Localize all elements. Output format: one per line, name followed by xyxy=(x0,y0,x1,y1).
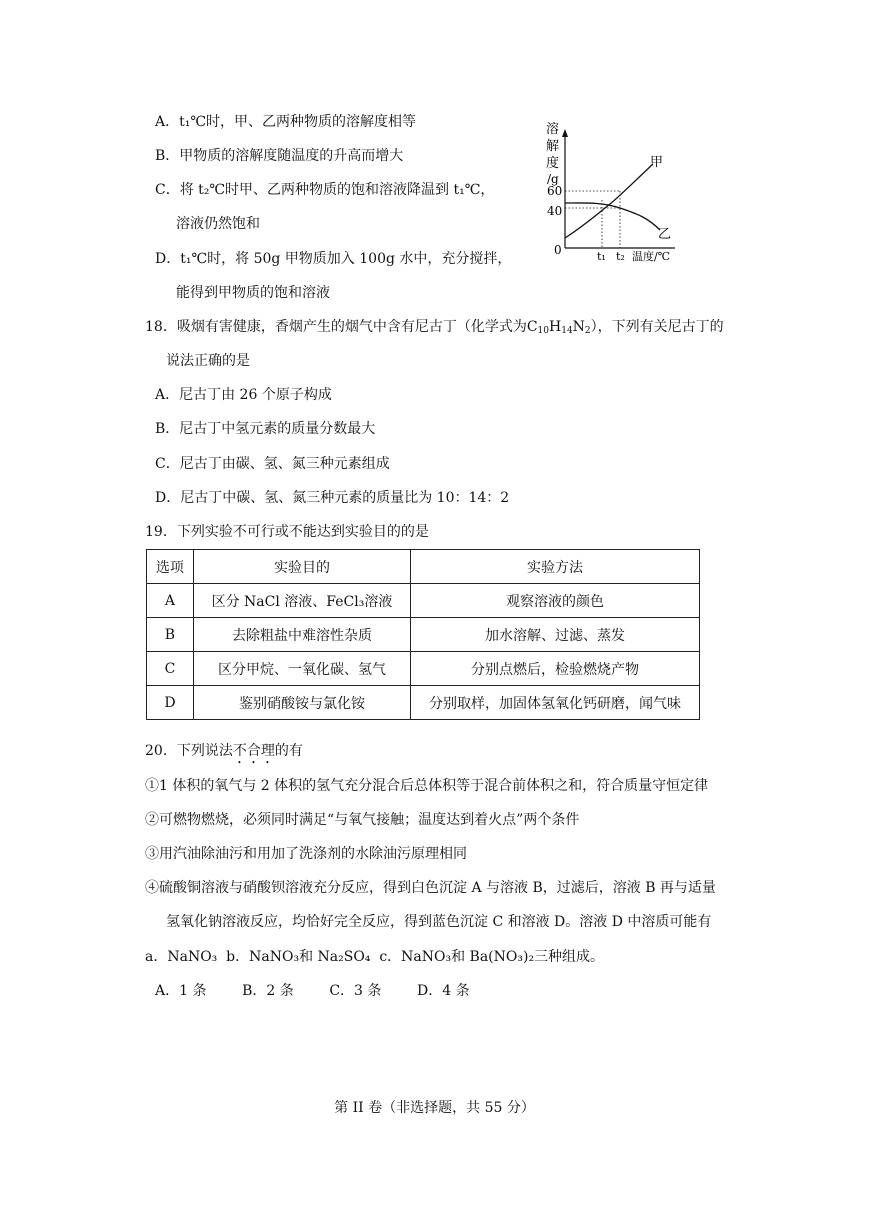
q20-statement-2: ②可燃物燃烧，必须同时满足“与氧气接触；温度达到着火点”两个条件 xyxy=(145,812,580,828)
q20-stem-post: 的有 xyxy=(274,743,303,759)
cell-purpose: 区分 NaCl 溶液、FeCl₃溶液 xyxy=(193,584,410,618)
formula-h-count: 14 xyxy=(561,326,573,336)
q18-option-d: D．尼古丁中碳、氢、氮三种元素的质量比为 10：14：2 xyxy=(155,490,510,506)
q18-option-c: C．尼古丁由碳、氢、氮三种元素组成 xyxy=(155,456,390,472)
q17-option-d-line2: 能得到甲物质的饱和溶液 xyxy=(176,285,330,301)
q18-stem-line2: 说法正确的是 xyxy=(166,353,250,369)
x-axis-label: 温度/℃ xyxy=(632,250,671,263)
y-tick-40: 40 xyxy=(547,204,563,218)
cell-option: A xyxy=(147,584,194,618)
y-label-char: /g xyxy=(547,172,559,186)
y-label-char: 溶 xyxy=(546,122,560,137)
q18-option-a: A．尼古丁由 26 个原子构成 xyxy=(155,387,332,403)
cell-method: 分别取样，加固体氢氧化钙研磨，闻气味 xyxy=(411,686,700,720)
table-header-row xyxy=(147,550,700,584)
q20-statement-4-line1: ④硫酸铜溶液与硝酸钡溶液充分反应，得到白色沉淀 A 与溶液 B，过滤后，溶液 B 再与适量 xyxy=(145,880,716,896)
q20-stem-pre: 20．下列说法 xyxy=(145,743,233,759)
y-axis-arrow-icon xyxy=(562,129,568,137)
q20-statement-1: ①1 体积的氧气与 2 体积的氢气充分混合后总体积等于混合前体积之和，符合质量守恒定律 xyxy=(145,778,709,794)
header-option: 选项 xyxy=(147,550,194,584)
q20-statement-4-line3: a．NaNO₃ b．NaNO₃和 Na₂SO₄ c．NaNO₃和 Ba(NO₃)₂三种组成。 xyxy=(145,949,605,965)
cell-method: 分别点燃后，检验燃烧产物 xyxy=(411,652,700,686)
q17-option-c-line2: 溶液仍然饱和 xyxy=(176,216,260,232)
q17-option-c-line1: C．将 t₂℃时甲、乙两种物质的饱和溶液降温到 t₁℃， xyxy=(155,182,495,198)
table-row xyxy=(147,652,700,686)
cell-option: D xyxy=(147,686,194,720)
q19-stem: 19．下列实验不可行或不能达到实验目的的是 xyxy=(145,524,429,540)
q19-table xyxy=(146,549,700,720)
section-footer: 第 II 卷（非选择题，共 55 分） xyxy=(334,1100,535,1116)
formula-h: H xyxy=(549,319,562,335)
header-method: 实验方法 xyxy=(411,550,700,584)
x-tick-t2: t₂ xyxy=(616,250,625,263)
q17-option-b: B．甲物质的溶解度随温度的升高而增大 xyxy=(155,148,404,164)
q17-option-d-line1: D．t₁℃时，将 50g 甲物质加入 100g 水中，充分搅拌， xyxy=(155,251,512,267)
table-row xyxy=(147,618,700,652)
curve-yi xyxy=(565,203,660,230)
q20-stem xyxy=(145,742,303,767)
table-row xyxy=(147,686,700,720)
cell-method: 加水溶解、过滤、蒸发 xyxy=(411,618,700,652)
cell-purpose: 去除粗盐中难溶性杂质 xyxy=(193,618,410,652)
x-tick-t1: t₁ xyxy=(597,250,606,263)
q20-statement-3: ③用汽油除油污和用加了洗涤剂的水除油污原理相同 xyxy=(145,846,467,862)
curve-jia xyxy=(565,164,653,238)
cell-option: C xyxy=(147,652,194,686)
table-row xyxy=(147,584,700,618)
formula-n-count: 2 xyxy=(584,326,591,336)
cell-method: 观察溶液的颜色 xyxy=(411,584,700,618)
series-label-yi: 乙 xyxy=(658,227,672,242)
formula-c: C xyxy=(526,319,538,335)
q20-options: A．1 条 B．2 条 C．3 条 D．4 条 xyxy=(155,983,470,999)
y-tick-60: 60 xyxy=(547,184,563,198)
q17-option-a: A．t₁℃时，甲、乙两种物质的溶解度相等 xyxy=(155,114,417,130)
q18-stem-text: 18．吸烟有害健康，香烟产生的烟气中含有尼古丁（化学式为 xyxy=(145,319,527,335)
header-purpose: 实验目的 xyxy=(193,550,410,584)
series-label-jia: 甲 xyxy=(650,155,664,170)
formula-n: N xyxy=(572,319,585,335)
q18-stem-line1 xyxy=(145,318,724,336)
y-label-char: 度 xyxy=(546,156,560,171)
q18-option-b: B．尼古丁中氢元素的质量分数最大 xyxy=(155,421,376,437)
q20-statement-4-line2: 氢氧化钠溶液反应，均恰好完全反应，得到蓝色沉淀 C 和溶液 D。溶液 D 中溶质可能有 xyxy=(166,914,712,930)
solubility-chart xyxy=(540,120,690,270)
cell-option: B xyxy=(147,618,194,652)
q18-stem-end: ），下列有关尼古丁的 xyxy=(590,319,724,335)
formula-c-count: 10 xyxy=(537,326,549,336)
y-label-char: 解 xyxy=(546,139,560,154)
cell-purpose: 鉴别硝酸铵与氯化铵 xyxy=(193,686,410,720)
q20-stem-emphasis: 不合理 xyxy=(232,743,275,759)
origin-label: 0 xyxy=(554,243,562,257)
cell-purpose: 区分甲烷、一氧化碳、氢气 xyxy=(193,652,410,686)
